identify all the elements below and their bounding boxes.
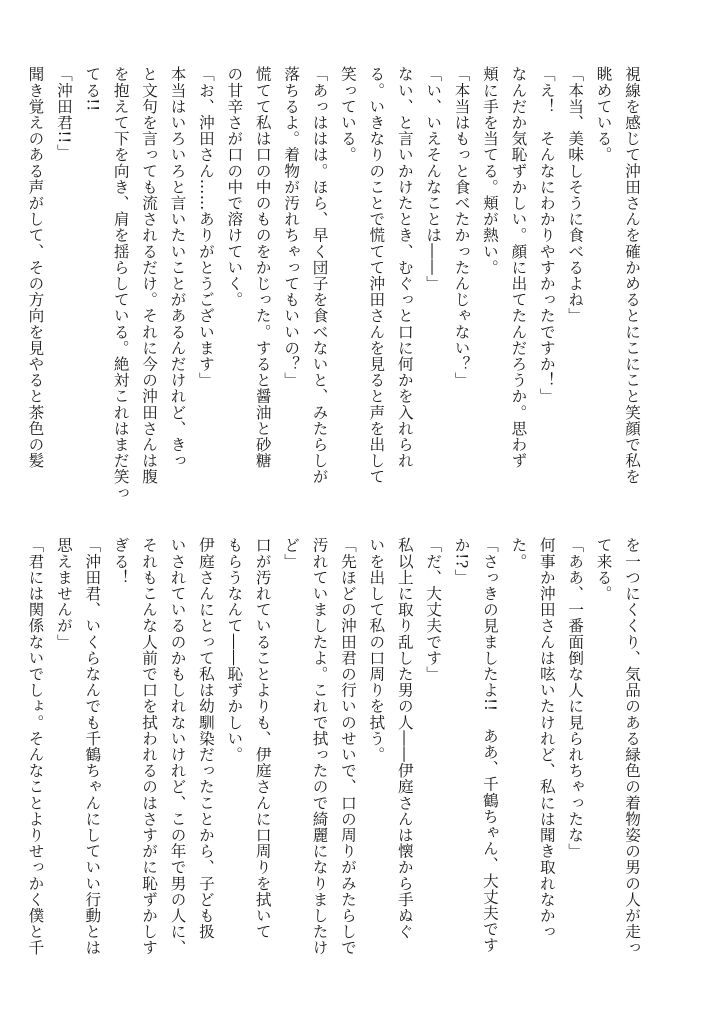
text-line: 「あっははは。ほら、早く団子を食べないと、みたらしが bbox=[310, 66, 329, 485]
text-line: を一つにくくり、気品のある緑色の着物姿の男の人が走っ bbox=[623, 537, 641, 956]
text-line: 聞き覚えのある声がして、その方向を見やると茶色の髪 bbox=[26, 66, 45, 469]
text-line: 思えませんが」 bbox=[54, 537, 73, 650]
text-line: 「君には関係ないでしょ。そんなことよりせっかく僕と千 bbox=[26, 537, 45, 956]
text-line: てる!! bbox=[83, 66, 102, 112]
text-line: た。 bbox=[509, 537, 528, 570]
text-line: 本当はいろいろと言いたいことがあるんだけれど、きっ bbox=[168, 66, 187, 469]
text-line: 「沖田君、いくらなんでも千鶴ちゃんにしていい行動とは bbox=[83, 537, 102, 956]
text-line: 伊庭さんにとって私は幼馴染だったことから、子ども扱 bbox=[196, 537, 215, 940]
text-line: 「先ほどの沖田君の行いのせいで、口の周りがみたらしで bbox=[338, 537, 357, 956]
text-line: いを出して私の口周りを拭う。 bbox=[367, 537, 386, 763]
text-line: と文句を言っても流されるだけ。それに今の沖田さんは腹 bbox=[140, 66, 159, 485]
text-line: ぎる！ bbox=[111, 537, 130, 586]
text-line: もらうなんて――恥ずかしい。 bbox=[225, 537, 244, 763]
text-line: 「だ、大丈夫です」 bbox=[424, 537, 443, 682]
text-line: 慌てて私は口の中のものをかじった。すると醤油と砂糖 bbox=[253, 66, 272, 469]
text-line: て来る。 bbox=[594, 537, 613, 602]
text-line: いされているのかもしれないけれど、この年で男の人に、 bbox=[168, 537, 187, 956]
text-line: 頬に手を当てる。頬が熱い。 bbox=[480, 66, 499, 276]
text-line: 笑っている。 bbox=[338, 66, 357, 163]
text-line: 口が汚れていることよりも、伊庭さんに口周りを拭いて bbox=[253, 537, 272, 940]
text-line: 「さっきの見ましたよ!! ああ、千鶴ちゃん、大丈夫です bbox=[480, 537, 499, 954]
text-line: 「本当はもっと食べたかったんじゃない？」 bbox=[452, 66, 471, 388]
text-line: 汚れていましたよ。これで拭ったので綺麗になりましたけ bbox=[310, 537, 329, 956]
text-line: 私以上に取り乱した男の人――伊庭さんは懐から手ぬぐ bbox=[395, 537, 414, 940]
text-line: 眺めている。 bbox=[594, 66, 613, 163]
text-line: ない、と言いかけたとき、むぐっと口に何かを入れられ bbox=[395, 66, 414, 469]
text-line: 落ちるよ。着物が汚れちゃってもいいの？」 bbox=[282, 66, 301, 388]
text-line: 「沖田君!!」 bbox=[54, 66, 73, 161]
text-line: を抱えて下を向き、肩を揺らしている。絶対これはまだ笑っ bbox=[111, 66, 130, 501]
text-line: 「ああ、一番面倒な人に見られちゃったな」 bbox=[566, 537, 585, 859]
text-line: る。いきなりのことで慌てて沖田さんを見ると声を出して bbox=[367, 66, 386, 485]
text-line: 視線を感じて沖田さんを確かめるとにこにこと笑顔で私を bbox=[623, 66, 641, 485]
text-line: 「本当、美味しそうに食べるよね」 bbox=[566, 66, 585, 324]
text-line: なんだか気恥ずかしい。顔に出てたんだろうか。思わず bbox=[509, 66, 528, 469]
text-line: か!?」 bbox=[452, 537, 471, 585]
text-line: それもこんな人前で口を拭われるのはさすがに恥ずかしす bbox=[140, 537, 159, 956]
text-line: の甘辛さが口の中で溶けていく。 bbox=[225, 66, 244, 308]
text-block-lower bbox=[26, 537, 646, 957]
text-line: 「お、沖田さん……ありがとうございます」 bbox=[196, 66, 215, 388]
text-line: 何事か沖田さんは呟いたけれど、私には聞き取れなかっ bbox=[537, 537, 556, 940]
text-line: 「い、いえそんなことは――」 bbox=[424, 66, 443, 292]
text-line: 「え！ そんなにわかりやすかったですか！」 bbox=[537, 66, 556, 405]
text-line: ど」 bbox=[282, 537, 301, 570]
text-block-upper bbox=[26, 66, 646, 501]
